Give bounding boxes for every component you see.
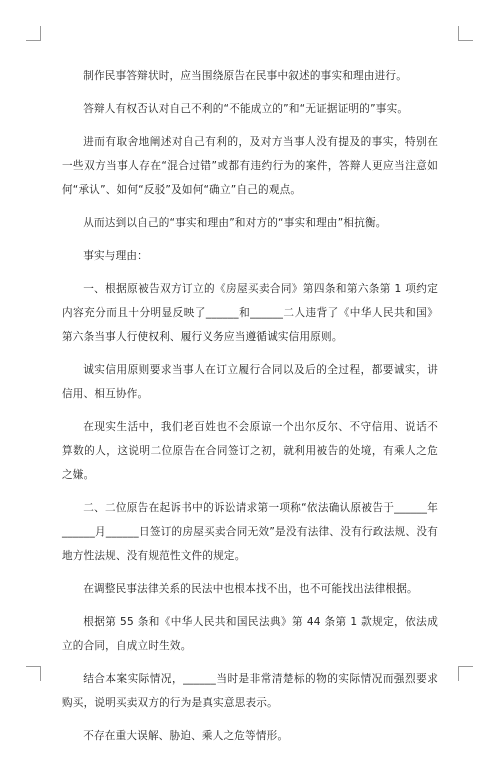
paragraph: 诚实信用原则要求当事人在订立履行合同以及后的全过程，都要诚实，讲信用、相互协作。: [62, 364, 438, 400]
crop-mark-top-right: [458, 26, 473, 41]
document-body: [62, 64, 438, 757]
paragraph: 不存在重大误解、胁迫、乘人之危等情形。: [83, 730, 289, 742]
paragraph: 结合本案实际情况，______当时是非常清楚标的物的实际情况而强烈要求购买，说明买卖双方的行为是真实意思表示。: [62, 673, 438, 709]
paragraph: 进而有取舍地阐述对自己有利的，及对方当事人没有提及的事实，特别在一些双方当事人存在“混合过错”或都有违约行为的案件，答辩人更应当注意如何“承认”、如何“反驳”及如何“确立”自己的观点。: [62, 136, 438, 196]
crop-mark-bottom-left: [26, 666, 41, 681]
paragraph: 在现实生活中，我们老百姓也不会原谅一个出尔反尔、不守信用、说话不算数的人，这说明二位原告在合同签订之初，就利用被告的处境，有乘人之危之嫌。: [62, 421, 438, 481]
crop-mark-bottom-right: [458, 666, 473, 681]
paragraph: 在调整民事法律关系的民法中也根本找不出，也不可能找出法律根据。: [83, 583, 418, 595]
paragraph: 答辩人有权否认对自己不利的“不能成立的”和“无证据证明的”事实。: [83, 103, 409, 115]
paragraph: 制作民事答辩状时，应当围绕原告在民事中叙述的事实和理由进行。: [83, 70, 407, 82]
paragraph: 从而达到以自己的“事实和理由”和对方的“事实和理由”相抗衡。: [83, 217, 387, 229]
paragraph: 根据第 55 条和《中华人民共和国民法典》第 44 条第 1 款规定，依法成立的合同，自成立时生效。: [62, 616, 438, 652]
paragraph: 一、根据原被告双方订立的《房屋买卖合同》第四条和第六条第 1 项约定内容充分而且十分明显反映了______和______二人违背了《中华人民共和国》第六条当事人行使权利、履行义务应当遵循诚实信用原则。: [62, 283, 438, 343]
section-heading: 事实与理由：: [83, 250, 148, 262]
paragraph: 二、二位原告在起诉书中的诉讼请求第一项称“依法确认原被告于______年______月______日签订的房屋买卖合同无效”是没有法律、没有行政法规、没有地方性法规、没有规范性文件的规定。: [62, 502, 438, 562]
crop-mark-top-left: [26, 26, 41, 41]
